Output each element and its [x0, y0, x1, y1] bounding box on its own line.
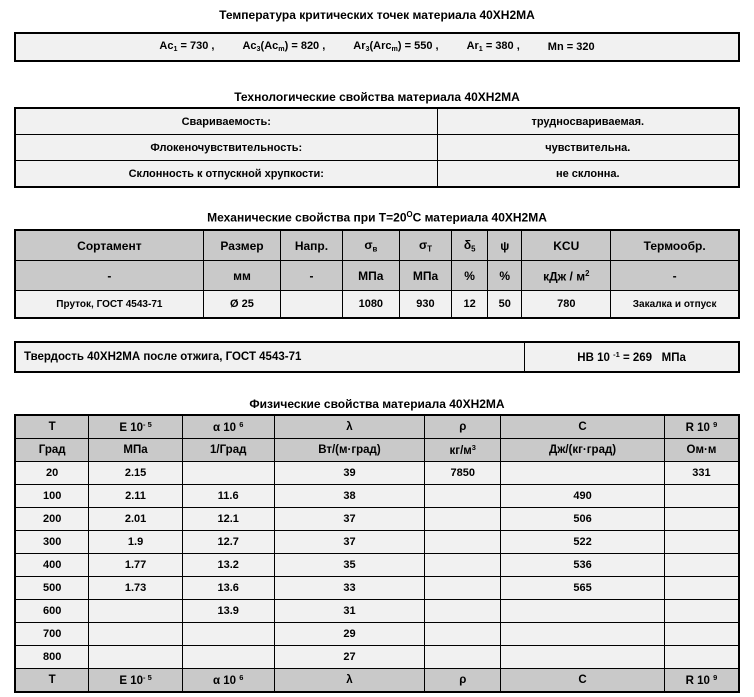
- hardness-label-cell: Твердость 40ХН2МА после отжига, ГОСТ 4543-71: [15, 342, 525, 372]
- mech-units-cell: МПа: [399, 261, 451, 291]
- mech-data-cell: 780: [522, 291, 611, 319]
- phys-data-cell: [182, 623, 274, 646]
- phys-data-cell: 39: [274, 462, 425, 485]
- mech-header-cell: ψ: [488, 230, 522, 261]
- phys-data-cell: [425, 623, 501, 646]
- mech-table: [14, 229, 740, 319]
- phys-row-500: [15, 577, 739, 600]
- phys-row-400: [15, 554, 739, 577]
- phys-data-cell: 27: [274, 646, 425, 669]
- phys-footer-cell: ρ: [425, 669, 501, 693]
- phys-data-cell: [501, 462, 665, 485]
- phys-header-cell: С: [501, 415, 665, 439]
- mech-units-cell: мм: [203, 261, 280, 291]
- phys-units-cell: МПа: [89, 439, 182, 462]
- phys-row-300: [15, 531, 739, 554]
- critical-points-cell: [15, 33, 739, 61]
- tech-row-weldability: [15, 108, 739, 135]
- phys-data-cell: 2.01: [89, 508, 182, 531]
- phys-row-600: [15, 600, 739, 623]
- mech-units-cell: -: [611, 261, 739, 291]
- tech-row-temper-brittleness: [15, 161, 739, 188]
- phys-data-cell: [664, 531, 739, 554]
- phys-data-cell: 500: [15, 577, 89, 600]
- phys-title: Физические свойства материала 40ХН2МА: [249, 397, 505, 412]
- phys-data-cell: [664, 623, 739, 646]
- critical-point-item-ar1: $Ar_1 = 380$ ,: [466, 40, 520, 54]
- phys-data-cell: 7850: [425, 462, 501, 485]
- phys-data-cell: [425, 577, 501, 600]
- mech-units-cell: МПа: [342, 261, 399, 291]
- phys-data-cell: 29: [274, 623, 425, 646]
- phys-footer-cell: R 10 $^9$: [664, 669, 739, 693]
- critical-point-item-mn: Mn = 320: [547, 40, 595, 53]
- phys-data-cell: 37: [274, 531, 425, 554]
- phys-data-cell: 490: [501, 485, 665, 508]
- hardness-table: [14, 341, 740, 373]
- mech-units-row: [15, 261, 739, 291]
- phys-footer-cell: E $10^{- 5}$: [89, 669, 182, 693]
- phys-data-cell: 11.6: [182, 485, 274, 508]
- phys-row-700: [15, 623, 739, 646]
- mech-units-cell: %: [488, 261, 522, 291]
- mech-data-cell: Ø 25: [203, 291, 280, 319]
- phys-data-cell: 506: [501, 508, 665, 531]
- tech-label-cell: Свариваемость:: [15, 108, 437, 135]
- mech-data-cell: 1080: [342, 291, 399, 319]
- phys-data-cell: 12.1: [182, 508, 274, 531]
- phys-data-cell: [664, 485, 739, 508]
- phys-data-cell: 331: [664, 462, 739, 485]
- phys-data-cell: [664, 554, 739, 577]
- tech-value-cell: не склонна.: [437, 161, 739, 188]
- phys-data-cell: 600: [15, 600, 89, 623]
- phys-data-cell: [664, 646, 739, 669]
- tech-title: Технологические свойства материала 40ХН2МА: [234, 90, 520, 104]
- phys-units-cell: Ом·м: [664, 439, 739, 462]
- tech-value-cell: трудносвариваемая.: [437, 108, 739, 135]
- mech-data-cell: [281, 291, 343, 319]
- phys-row-20: [15, 462, 739, 485]
- phys-row-800: [15, 646, 739, 669]
- phys-data-cell: [425, 531, 501, 554]
- mech-header-cell: Термообр.: [611, 230, 739, 261]
- phys-units-cell: Дж/(кг·град): [501, 439, 665, 462]
- phys-header-cell: Т: [15, 415, 89, 439]
- phys-data-cell: 800: [15, 646, 89, 669]
- phys-data-cell: 13.9: [182, 600, 274, 623]
- critical-point-item-ac3: $Ac_3(Ac_m) = 820$ ,: [242, 40, 326, 54]
- mech-header-cell: $\delta_5$: [452, 230, 488, 261]
- phys-header-cell: λ: [274, 415, 425, 439]
- phys-data-cell: 1.73: [89, 577, 182, 600]
- phys-footer-cell: Т: [15, 669, 89, 693]
- phys-data-cell: 38: [274, 485, 425, 508]
- phys-data-cell: [501, 623, 665, 646]
- mech-units-cell: %: [452, 261, 488, 291]
- phys-data-cell: 12.7: [182, 531, 274, 554]
- phys-data-cell: 2.15: [89, 462, 182, 485]
- phys-data-cell: 33: [274, 577, 425, 600]
- phys-data-cell: [425, 646, 501, 669]
- mech-units-cell: -: [15, 261, 203, 291]
- phys-data-cell: [425, 485, 501, 508]
- tech-label-cell: Флокеночувствительность:: [15, 135, 437, 161]
- phys-data-cell: [89, 646, 182, 669]
- mech-units-cell: -: [281, 261, 343, 291]
- mech-header-cell: $\sigma_Т$: [399, 230, 451, 261]
- phys-data-cell: [664, 577, 739, 600]
- critical-points-values: [18, 40, 736, 53]
- phys-data-cell: 200: [15, 508, 89, 531]
- mech-title: Механические свойства при $Т=20^ОС$ материала 40ХН2МА: [207, 210, 547, 225]
- phys-data-cell: [664, 508, 739, 531]
- phys-data-cell: 35: [274, 554, 425, 577]
- phys-data-cell: 522: [501, 531, 665, 554]
- phys-header-cell: ρ: [425, 415, 501, 439]
- phys-data-cell: 37: [274, 508, 425, 531]
- phys-data-cell: 20: [15, 462, 89, 485]
- critical-points-table: [14, 32, 740, 62]
- phys-units-cell: $кг/м^3$: [425, 439, 501, 462]
- phys-header-row: [15, 415, 739, 439]
- phys-data-cell: 536: [501, 554, 665, 577]
- phys-header-cell: R 10 $^9$: [664, 415, 739, 439]
- phys-units-cell: 1/Град: [182, 439, 274, 462]
- phys-units-cell: Вт/(м·град): [274, 439, 425, 462]
- phys-data-cell: [664, 600, 739, 623]
- phys-header-cell: E $10^{- 5}$: [89, 415, 182, 439]
- critical-point-item-ac1: $Ac_1 = 730$ ,: [159, 40, 215, 54]
- mech-units-cell: кДж / $м^2$: [522, 261, 611, 291]
- phys-footer-cell: С: [501, 669, 665, 693]
- phys-data-cell: 1.9: [89, 531, 182, 554]
- critical-points-row: [15, 33, 739, 61]
- mech-header-cell: KCU: [522, 230, 611, 261]
- phys-data-cell: [89, 600, 182, 623]
- phys-data-cell: 300: [15, 531, 89, 554]
- mech-data-cell: Закалка и отпуск: [611, 291, 739, 319]
- phys-data-cell: 2.11: [89, 485, 182, 508]
- phys-data-cell: [501, 646, 665, 669]
- phys-data-cell: [182, 646, 274, 669]
- critical-points-title: Температура критических точек материала 40ХН2МА: [219, 8, 535, 22]
- mech-header-cell: Напр.: [281, 230, 343, 261]
- phys-data-cell: 100: [15, 485, 89, 508]
- mech-data-cell: 930: [399, 291, 451, 319]
- phys-data-cell: 565: [501, 577, 665, 600]
- phys-data-cell: 400: [15, 554, 89, 577]
- mech-data-row: [15, 291, 739, 319]
- phys-footer-cell: λ: [274, 669, 425, 693]
- mech-header-row: [15, 230, 739, 261]
- hardness-row: [15, 342, 739, 372]
- phys-units-row: [15, 439, 739, 462]
- mech-header-cell: $\sigma_в$: [342, 230, 399, 261]
- phys-data-cell: [425, 508, 501, 531]
- phys-data-cell: [89, 623, 182, 646]
- phys-data-cell: 13.6: [182, 577, 274, 600]
- phys-row-100: [15, 485, 739, 508]
- critical-point-item-ar3: $Ar_3(Arc_m) = 550$ ,: [353, 40, 439, 54]
- phys-data-cell: 31: [274, 600, 425, 623]
- phys-header-cell: α 10 $^6$: [182, 415, 274, 439]
- phys-data-cell: [182, 462, 274, 485]
- tech-table: [14, 107, 740, 188]
- phys-footer-cell: α 10 $^6$: [182, 669, 274, 693]
- phys-units-cell: Град: [15, 439, 89, 462]
- mech-data-cell: 50: [488, 291, 522, 319]
- tech-label-cell: Склонность к отпускной хрупкости:: [15, 161, 437, 188]
- phys-data-cell: [501, 600, 665, 623]
- tech-value-cell: чувствительна.: [437, 135, 739, 161]
- phys-data-cell: 700: [15, 623, 89, 646]
- phys-data-cell: 1.77: [89, 554, 182, 577]
- hardness-value-cell: HB 10 $^{-1}$ = 269 МПа: [525, 342, 739, 372]
- tech-row-flake-sensitivity: [15, 135, 739, 161]
- phys-footer-row: [15, 669, 739, 693]
- mech-header-cell: Сортамент: [15, 230, 203, 261]
- phys-row-200: [15, 508, 739, 531]
- mech-data-cell: 12: [452, 291, 488, 319]
- mech-header-cell: Размер: [203, 230, 280, 261]
- phys-data-cell: [425, 600, 501, 623]
- phys-data-cell: [425, 554, 501, 577]
- phys-table: [14, 414, 740, 693]
- mech-data-cell: Пруток, ГОСТ 4543-71: [15, 291, 203, 319]
- phys-data-cell: 13.2: [182, 554, 274, 577]
